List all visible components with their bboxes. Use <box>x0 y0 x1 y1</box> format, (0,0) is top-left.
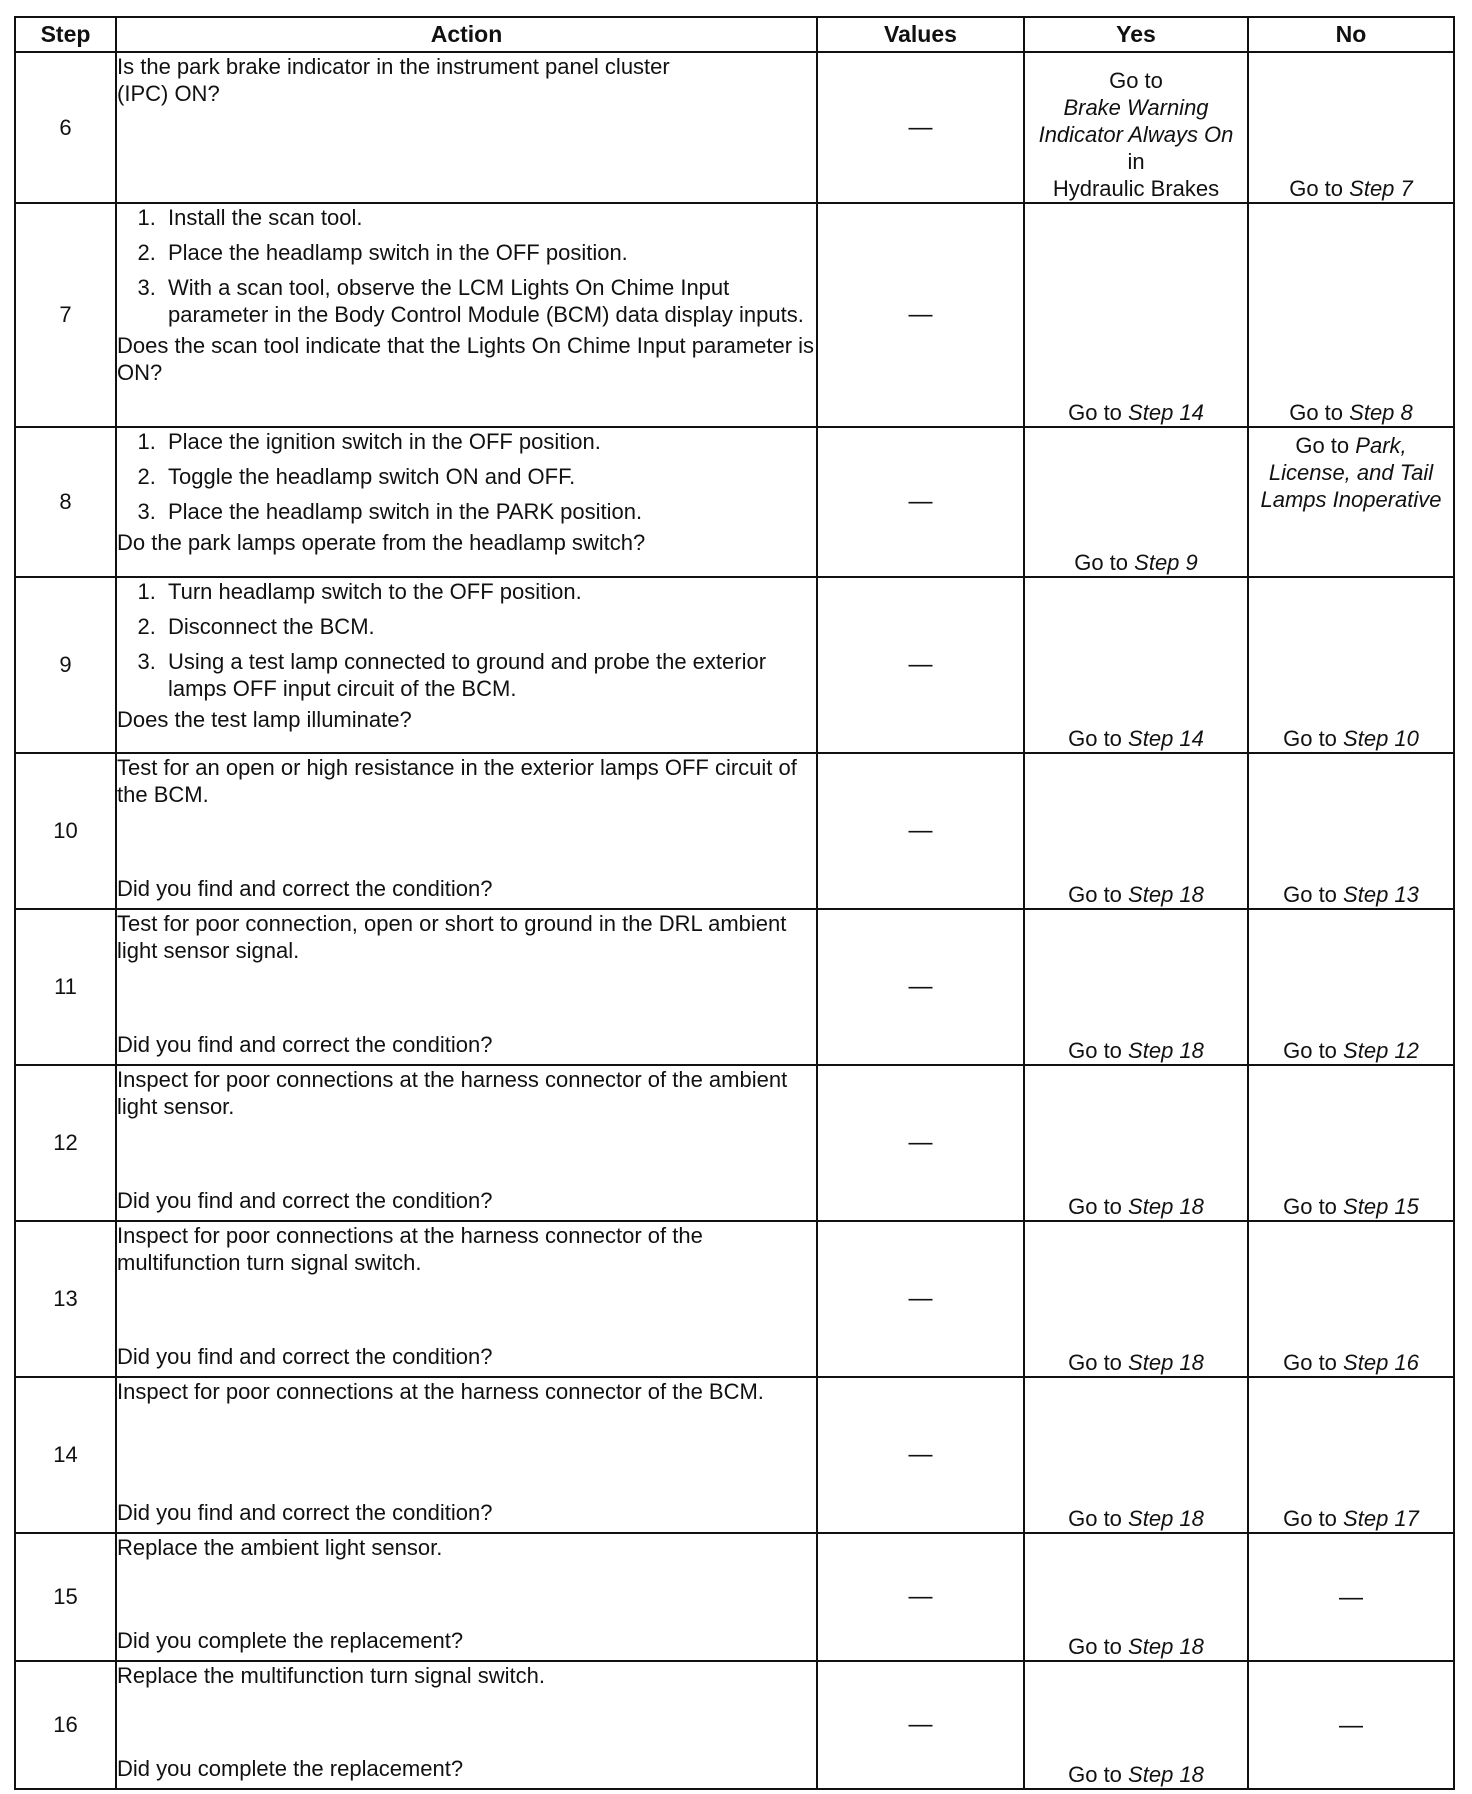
action-question: Does the scan tool indicate that the Lights On Chime Input parameter is ON? <box>117 333 815 385</box>
yes-mid: in <box>1127 149 1145 174</box>
table-row-step-8 <box>15 427 1454 577</box>
action-item: 3. Place the headlamp switch in the PARK position. <box>162 498 816 525</box>
values-cell: — <box>817 1533 1024 1661</box>
yes-cell <box>1024 1533 1248 1661</box>
yes-target: Step 9 <box>1134 550 1198 575</box>
no-prefix: Go to <box>1283 882 1337 907</box>
values-cell: — <box>817 52 1024 203</box>
action-item: 2. Toggle the headlamp switch ON and OFF. <box>162 463 816 490</box>
yes-target: Brake Warning Indicator Always On <box>1038 95 1234 147</box>
action-content <box>117 1662 816 1782</box>
header-values: Values <box>817 17 1024 52</box>
diagnostic-table <box>14 16 1455 1790</box>
no-cell <box>1248 1221 1454 1377</box>
action-item: 1. Install the scan tool. <box>162 204 816 231</box>
action-text: Test for poor connection, open or short to ground in the DRL ambient light sensor signal. <box>117 911 787 963</box>
action-content <box>117 1066 816 1214</box>
yes-prefix: Go to <box>1068 882 1122 907</box>
table-row-step-16 <box>15 1661 1454 1789</box>
no-prefix: Go to <box>1295 433 1350 458</box>
action-question: Did you find and correct the condition? <box>117 1344 493 1369</box>
yes-cell <box>1024 1377 1248 1533</box>
table-row-step-10 <box>15 753 1454 909</box>
step-number: 9 <box>15 577 116 753</box>
values-cell: — <box>817 1661 1024 1789</box>
no-cell: — <box>1248 1533 1454 1661</box>
header-action: Action <box>116 17 817 52</box>
no-target: Step 7 <box>1349 176 1413 201</box>
action-text: Inspect for poor connections at the harness connector of the BCM. <box>117 1379 764 1404</box>
action-item: 3. Using a test lamp connected to ground and probe the exterior lamps OFF input circuit of the BCM. <box>162 648 816 702</box>
no-target: Step 16 <box>1343 1350 1419 1375</box>
action-question: Did you complete the replacement? <box>117 1756 464 1781</box>
no-target: Step 17 <box>1343 1506 1419 1531</box>
table-row-step-11 <box>15 909 1454 1065</box>
values-cell: — <box>817 1065 1024 1221</box>
no-cell <box>1248 909 1454 1065</box>
action-content <box>117 754 816 902</box>
yes-target: Step 14 <box>1128 400 1204 425</box>
no-prefix: Go to <box>1283 1350 1337 1375</box>
table-row-step-15 <box>15 1533 1454 1661</box>
yes-cell <box>1024 909 1248 1065</box>
no-prefix: Go to <box>1283 1194 1337 1219</box>
yes-prefix: Go to <box>1068 1038 1122 1063</box>
header-step: Step <box>15 17 116 52</box>
yes-cell <box>1024 427 1248 577</box>
yes-cell <box>1024 52 1248 203</box>
yes-target: Step 18 <box>1128 1350 1204 1375</box>
step-number: 15 <box>15 1533 116 1661</box>
action-text: Test for an open or high resistance in the exterior lamps OFF circuit of the BCM. <box>117 755 797 807</box>
no-cell <box>1248 427 1454 577</box>
no-prefix: Go to <box>1283 1038 1337 1063</box>
action-cell <box>116 1661 817 1789</box>
yes-prefix: Go to <box>1068 400 1122 425</box>
yes-target: Step 18 <box>1128 882 1204 907</box>
yes-target: Step 14 <box>1128 726 1204 751</box>
yes-prefix: Go to <box>1109 68 1163 93</box>
no-prefix: Go to <box>1283 1506 1337 1531</box>
yes-cell <box>1024 753 1248 909</box>
table-row-step-14 <box>15 1377 1454 1533</box>
table-row-step-7 <box>15 203 1454 427</box>
no-cell <box>1248 1377 1454 1533</box>
action-question: Did you find and correct the condition? <box>117 1500 493 1525</box>
action-text: Inspect for poor connections at the harness connector of the multifunction turn signal switch. <box>117 1223 703 1275</box>
values-cell: — <box>817 1377 1024 1533</box>
action-text: Is the park brake indicator in the instrument panel cluster (IPC) ON? <box>117 54 670 106</box>
no-cell <box>1248 203 1454 427</box>
action-content <box>117 1222 816 1370</box>
action-item: 1. Turn headlamp switch to the OFF position. <box>162 578 816 605</box>
action-cell <box>116 1221 817 1377</box>
no-target: Park, License, and Tail Lamps Inoperative <box>1260 433 1442 512</box>
yes-prefix: Go to <box>1068 1506 1122 1531</box>
action-question: Did you complete the replacement? <box>117 1628 464 1653</box>
values-cell: — <box>817 203 1024 427</box>
step-number: 13 <box>15 1221 116 1377</box>
header-no: No <box>1248 17 1454 52</box>
action-item: 1. Place the ignition switch in the OFF position. <box>162 428 816 455</box>
action-list <box>117 428 816 525</box>
action-cell <box>116 753 817 909</box>
action-item: 2. Disconnect the BCM. <box>162 613 816 640</box>
action-cell <box>116 203 817 427</box>
table-row-step-12 <box>15 1065 1454 1221</box>
action-list <box>117 204 816 328</box>
step-number: 7 <box>15 203 116 427</box>
no-target: Step 15 <box>1343 1194 1419 1219</box>
action-question: Did you find and correct the condition? <box>117 1032 493 1057</box>
no-cell <box>1248 52 1454 203</box>
no-target: Step 12 <box>1343 1038 1419 1063</box>
table-row-step-13 <box>15 1221 1454 1377</box>
action-question: Did you find and correct the condition? <box>117 876 493 901</box>
no-cell <box>1248 577 1454 753</box>
no-cell <box>1248 753 1454 909</box>
table-row-step-6 <box>15 52 1454 203</box>
action-cell <box>116 427 817 577</box>
no-target: Step 13 <box>1343 882 1419 907</box>
no-target: Step 8 <box>1349 400 1413 425</box>
step-number: 6 <box>15 52 116 203</box>
action-cell <box>116 1065 817 1221</box>
yes-target: Step 18 <box>1128 1506 1204 1531</box>
no-cell <box>1248 1065 1454 1221</box>
action-cell <box>116 909 817 1065</box>
action-cell <box>116 1377 817 1533</box>
yes-target: Step 18 <box>1128 1194 1204 1219</box>
step-number: 11 <box>15 909 116 1065</box>
values-cell: — <box>817 427 1024 577</box>
yes-cell <box>1024 1065 1248 1221</box>
yes-cell <box>1024 1661 1248 1789</box>
header-yes: Yes <box>1024 17 1248 52</box>
step-number: 8 <box>15 427 116 577</box>
step-number: 14 <box>15 1377 116 1533</box>
action-question: Did you find and correct the condition? <box>117 1188 493 1213</box>
yes-cell <box>1024 203 1248 427</box>
values-cell: — <box>817 909 1024 1065</box>
action-cell <box>116 577 817 753</box>
yes-prefix: Go to <box>1068 1350 1122 1375</box>
no-prefix: Go to <box>1289 176 1344 201</box>
yes-cell <box>1024 1221 1248 1377</box>
no-prefix: Go to <box>1283 726 1337 751</box>
no-cell: — <box>1248 1661 1454 1789</box>
action-item: 3. With a scan tool, observe the LCM Lights On Chime Input parameter in the Body Control Module (BCM) data display inputs. <box>162 274 816 328</box>
action-text: Inspect for poor connections at the harness connector of the ambient light sensor. <box>117 1067 788 1119</box>
yes-cell <box>1024 577 1248 753</box>
step-number: 16 <box>15 1661 116 1789</box>
action-text: Replace the ambient light sensor. <box>117 1535 443 1560</box>
values-cell: — <box>817 753 1024 909</box>
action-list <box>117 578 816 702</box>
values-cell: — <box>817 577 1024 753</box>
action-question: Do the park lamps operate from the headlamp switch? <box>117 530 646 555</box>
yes-target: Step 18 <box>1128 1038 1204 1063</box>
yes-suffix: Hydraulic Brakes <box>1052 176 1220 201</box>
no-target: Step 10 <box>1343 726 1419 751</box>
table-row-step-9 <box>15 577 1454 753</box>
action-cell <box>116 1533 817 1661</box>
action-question: Does the test lamp illuminate? <box>117 707 412 732</box>
yes-prefix: Go to <box>1074 550 1129 575</box>
header-row <box>15 17 1454 52</box>
yes-target: Step 18 <box>1128 1762 1204 1787</box>
action-cell <box>116 52 817 203</box>
action-text: Replace the multifunction turn signal switch. <box>117 1663 545 1688</box>
yes-prefix: Go to <box>1068 726 1122 751</box>
yes-prefix: Go to <box>1068 1634 1122 1659</box>
yes-prefix: Go to <box>1068 1194 1122 1219</box>
yes-prefix: Go to <box>1068 1762 1122 1787</box>
yes-target: Step 18 <box>1128 1634 1204 1659</box>
action-content <box>117 1378 816 1526</box>
no-prefix: Go to <box>1289 400 1344 425</box>
values-cell: — <box>817 1221 1024 1377</box>
action-content <box>117 910 816 1058</box>
action-content <box>117 1534 816 1654</box>
step-number: 10 <box>15 753 116 909</box>
action-item: 2. Place the headlamp switch in the OFF position. <box>162 239 816 266</box>
step-number: 12 <box>15 1065 116 1221</box>
